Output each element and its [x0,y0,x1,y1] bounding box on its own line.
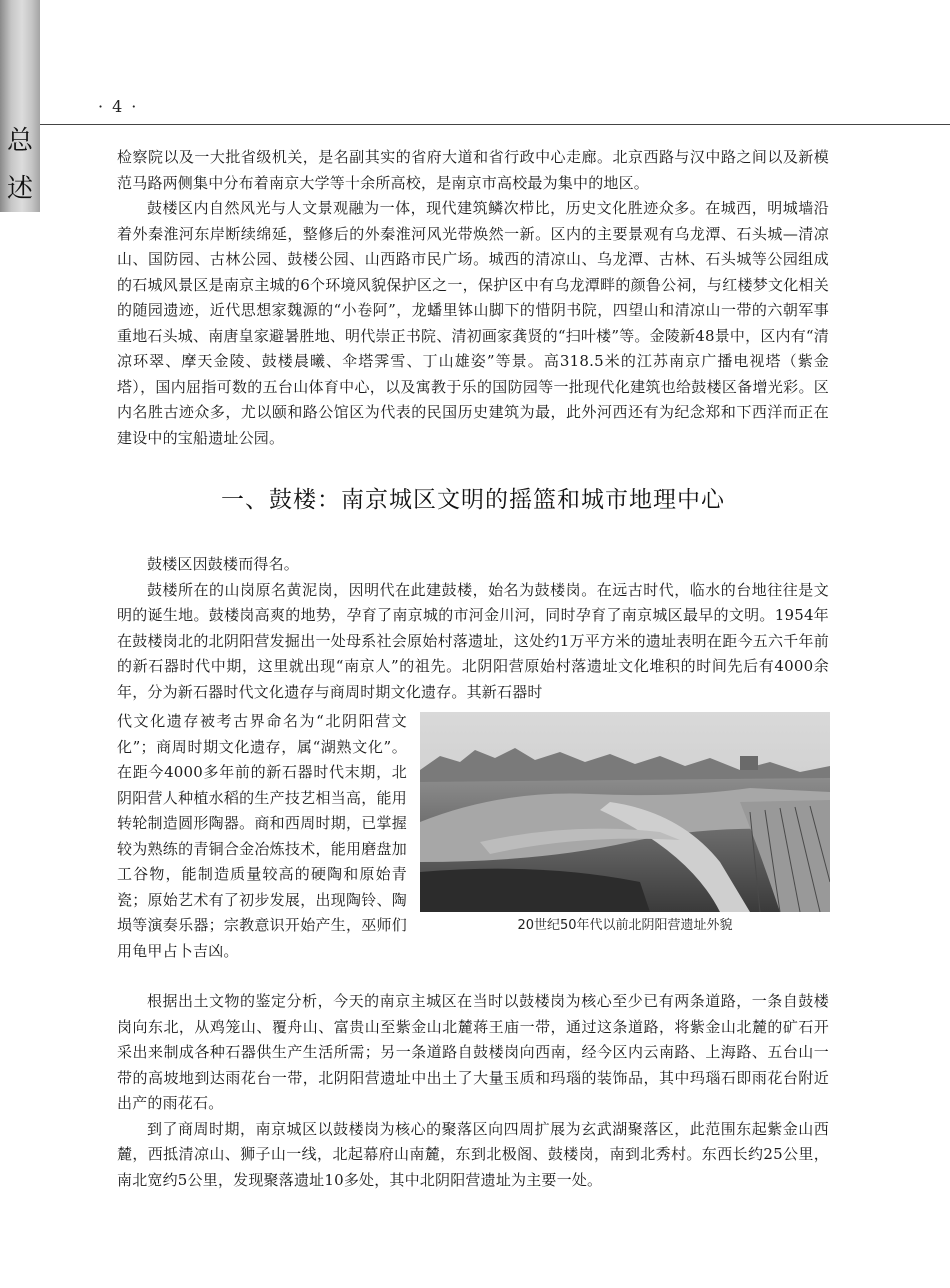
page-number-dot-right: · [131,97,138,116]
intro-text-block [117,145,829,451]
sidebar-char-shu: 述 [6,174,33,204]
roads-text-block [117,989,829,1193]
sidebar-char-zong: 总 [6,126,33,156]
section-text-block [117,552,829,705]
site-photo [420,712,830,912]
paragraph-scenery: 鼓楼区内自然风光与人文景观融为一体，现代建筑鳞次栉比，历史文化胜迹众多。在城西，明城墙沿着外秦淮河东岸断续绵延，整修后的外秦淮河风光带焕然一新。区内的主要景观有乌龙潭、石头城—清凉山、国防园、古林公园、鼓楼公园、山西路市民广场。城西的清凉山、乌龙潭、古林、石头城等公园组成的石城风景区是南京主城的6个环境风貌保护区之一，保护区中有乌龙潭畔的颜鲁公祠，与红楼梦文化相关的随园遗迹，近代思想家魏源的“小卷阿”，龙蟠里钵山脚下的惜阴书院，四望山和清凉山一带的六朝军事重地石头城、南唐皇家避暑胜地、明代崇正书院、清初画家龚贤的“扫叶楼”等。金陵新48景中，区内有“清凉环翠、摩天金陵、鼓楼晨曦、伞塔霁雪、丁山雄姿”等景。高318.5米的江苏南京广播电视塔（紫金塔），国内屈指可数的五台山体育中心，以及寓教于乐的国防园等一批现代化建筑也给鼓楼区备增光彩。区内名胜古迹众多，尤以颐和路公馆区为代表的民国历史建筑为最，此外河西还有为纪念郑和下西洋而正在建设中的宝船遗址公园。 [117,199,829,447]
photo-caption: 20世纪50年代以前北阴阳营遗址外貌 [517,918,733,933]
wrap-text-block [117,709,407,964]
paragraph-name-origin: 鼓楼区因鼓楼而得名。 [147,555,300,573]
paragraph-history: 鼓楼所在的山岗原名黄泥岗，因明代在此建鼓楼，始名为鼓楼岗。在远古时代，临水的台地往往是文明的诞生地。鼓楼岗高爽的地势，孕育了南京城的市河金川河，同时孕育了南京城区最早的文明。1954年在鼓楼岗北的北阴阳营发掘出一处母系社会原始村落遗址，这处约1万平方米的遗址表明在距今五六千年前的新石器时代中期，这里就出现“南京人”的祖先。北阴阳营原始村落遗址文化堆积的时间先后有4000余年，分为新石器时代文化遗存与商周时期文化遗存。其新石器时 [117,580,829,701]
paragraph-culture: 代文化遗存被考古界命名为“北阴阳营文化”；商周时期文化遗存，属“湖熟文化”。在距今4000多年前的新石器时代末期，北阴阳营人种植水稻的生产技艺相当高，能用转轮制造圆形陶器。商和西周时期，已掌握较为熟练的青铜合金冶炼技术，能用磨盘加工谷物，能制造质量较高的硬陶和原始青瓷；原始艺术有了初步发展，出现陶铃、陶埙等演奏乐器；宗教意识开始产生，巫师们用龟甲占卜吉凶。 [117,712,407,960]
chapter-sidebar-tab [0,0,40,212]
section-heading: 一、鼓楼：南京城区文明的摇篮和城市地理中心 [221,487,725,513]
paragraph-continued: 检察院以及一大批省级机关，是名副其实的省府大道和省行政中心走廊。北京西路与汉中路之间以及新模范马路两侧集中分布着南京大学等十余所高校，是南京市高校最为集中的地区。 [117,148,829,192]
paragraph-shang-zhou: 到了商周时期，南京城区以鼓楼岗为核心的聚落区向四周扩展为玄武湖聚落区，此范围东起紫金山西麓，西抵清凉山、狮子山一线，北起幕府山南麓，东到北极阁、鼓楼岗，南到北秀村。东西长约25公里，南北宽约5公里，发现聚落遗址10多处，其中北阴阳营遗址为主要一处。 [117,1119,829,1189]
page-number-dot-left: · [98,97,105,116]
page-number-value: 4 [112,97,124,116]
page-number [90,97,145,116]
paragraph-roads: 根据出土文物的鉴定分析，今天的南京主城区在当时以鼓楼岗为核心至少已有两条道路，一条自鼓楼岗向东北，从鸡笼山、覆舟山、富贵山至紫金山北麓蒋王庙一带，通过这条道路，将紫金山北麓的矿石开采出来制成各种石器供生产生活所需；另一条道路自鼓楼岗向西南，经今区内云南路、上海路、五台山一带的高坡地到达雨花台一带，北阴阳营遗址中出土了大量玉质和玛瑙的装饰品，其中玛瑙石即雨花台附近出产的雨花石。 [117,992,829,1112]
site-photo-illustration [420,712,830,912]
header-rule [40,124,950,125]
